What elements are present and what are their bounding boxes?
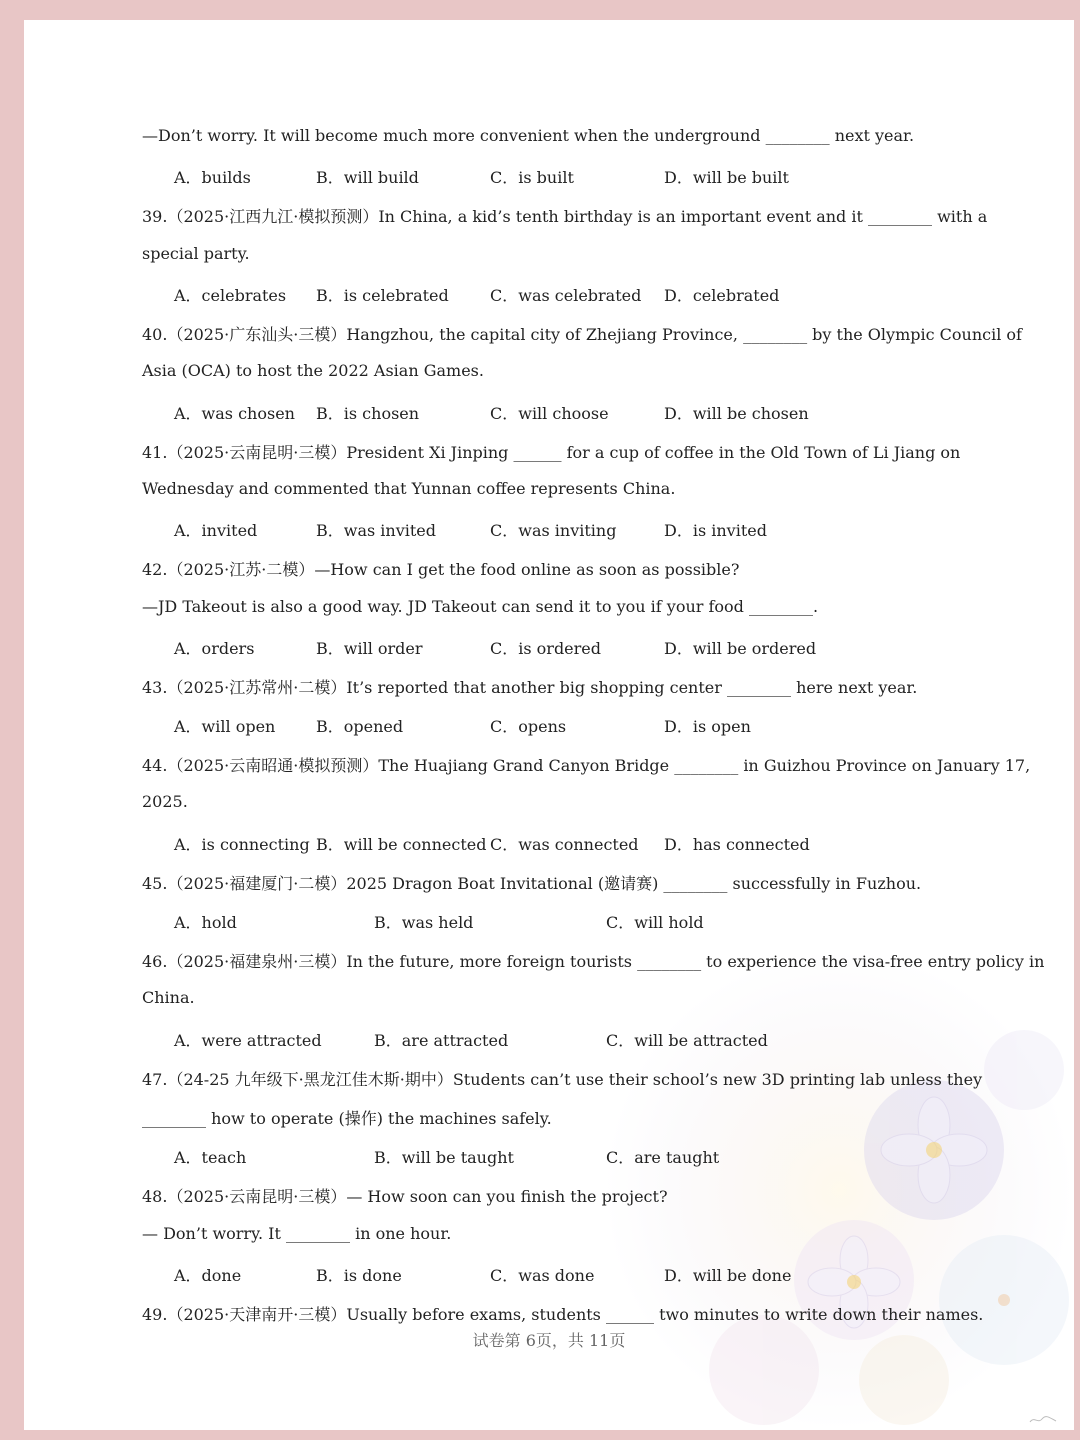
q38-option-a: A．builds bbox=[174, 168, 251, 187]
question-41-line2: Wednesday and commented that Yunnan coffee represents China. bbox=[142, 479, 676, 498]
q47-option-b: B．will be taught bbox=[374, 1148, 514, 1167]
question-42: 42.（2025·江苏·二模）—How can I get the food online as soon as possible? bbox=[142, 560, 740, 579]
q45-option-b: B．was held bbox=[374, 913, 474, 932]
q47-option-a: A．teach bbox=[174, 1148, 247, 1167]
q48-option-c: C．was done bbox=[490, 1266, 595, 1285]
q43-option-b: B．opened bbox=[316, 717, 404, 736]
question-47-line2: ________ how to operate (操作) the machines safely. bbox=[142, 1109, 552, 1128]
question-44: 44.（2025·云南昭通·模拟预测）The Huajiang Grand Canyon Bridge ________ in Guizhou Province on January 17, bbox=[142, 756, 1031, 775]
q47-option-c: C．are taught bbox=[606, 1148, 720, 1167]
q42-option-a: A．orders bbox=[174, 639, 255, 658]
question-39-line2: special party. bbox=[142, 244, 250, 263]
q41-option-c: C．was inviting bbox=[490, 521, 617, 540]
q45-option-a: A．hold bbox=[174, 913, 237, 932]
q48-option-a: A．done bbox=[174, 1266, 242, 1285]
q42-option-b: B．will order bbox=[316, 639, 423, 658]
question-40: 40.（2025·广东汕头·三模）Hangzhou, the capital city of Zhejiang Province, ________ by the Olympic Council of bbox=[142, 325, 1022, 344]
question-38-continuation: —Don’t worry. It will become much more convenient when the underground ________ next year. bbox=[142, 126, 915, 145]
signature-mark-icon bbox=[1028, 1414, 1058, 1426]
q41-option-a: A．invited bbox=[174, 521, 258, 540]
q39-option-a: A．celebrates bbox=[174, 286, 287, 305]
q44-option-b: B．will be connected bbox=[316, 835, 487, 854]
q46-option-c: C．will be attracted bbox=[606, 1031, 768, 1050]
q40-option-b: B．is chosen bbox=[316, 404, 420, 423]
q38-option-b: B．will build bbox=[316, 168, 419, 187]
q41-option-b: B．was invited bbox=[316, 521, 437, 540]
question-46: 46.（2025·福建泉州·三模）In the future, more foreign tourists ________ to experience the visa-free entry policy in bbox=[142, 952, 1045, 971]
question-47: 47.（24-25 九年级下·黑龙江佳木斯·期中）Students can’t use their school’s new 3D printing lab unless they bbox=[142, 1070, 983, 1089]
q44-option-d: D．has connected bbox=[664, 835, 810, 854]
q41-option-d: D．is invited bbox=[664, 521, 767, 540]
question-44-line2: 2025. bbox=[142, 792, 188, 811]
q40-option-a: A．was chosen bbox=[174, 404, 295, 423]
q38-option-c: C．is built bbox=[490, 168, 574, 187]
q48-option-b: B．is done bbox=[316, 1266, 402, 1285]
q44-option-a: A．is connecting bbox=[174, 835, 310, 854]
question-46-line2: China. bbox=[142, 988, 195, 1007]
q38-option-d: D．will be built bbox=[664, 168, 789, 187]
q39-option-c: C．was celebrated bbox=[490, 286, 642, 305]
q43-option-a: A．will open bbox=[174, 717, 276, 736]
q48-option-d: D．will be done bbox=[664, 1266, 792, 1285]
q40-option-d: D．will be chosen bbox=[664, 404, 809, 423]
question-48: 48.（2025·云南昆明·三模）— How soon can you finish the project? bbox=[142, 1187, 668, 1206]
q40-option-c: C．will choose bbox=[490, 404, 609, 423]
q42-option-d: D．will be ordered bbox=[664, 639, 817, 658]
q39-option-b: B．is celebrated bbox=[316, 286, 449, 305]
question-41: 41.（2025·云南昆明·三模）President Xi Jinping ______ for a cup of coffee in the Old Town of Li Jiang on bbox=[142, 443, 961, 462]
q45-option-c: C．will hold bbox=[606, 913, 704, 932]
document-page bbox=[24, 20, 1074, 1430]
q43-option-d: D．is open bbox=[664, 717, 751, 736]
q39-option-d: D．celebrated bbox=[664, 286, 780, 305]
question-40-line2: Asia (OCA) to host the 2022 Asian Games. bbox=[142, 361, 484, 380]
question-48-line2: — Don’t worry. It ________ in one hour. bbox=[142, 1224, 452, 1243]
question-49: 49.（2025·天津南开·三模）Usually before exams, students ______ two minutes to write down their names. bbox=[142, 1305, 984, 1324]
flower-watermark-icon bbox=[604, 950, 1074, 1430]
question-43: 43.（2025·江苏常州·二模）It’s reported that another big shopping center ________ here next year. bbox=[142, 678, 918, 697]
page-number-footer: 试卷第 6页，共 11页 bbox=[472, 1331, 626, 1350]
q44-option-c: C．was connected bbox=[490, 835, 639, 854]
q43-option-c: C．opens bbox=[490, 717, 567, 736]
question-39: 39.（2025·江西九江·模拟预测）In China, a kid’s tenth birthday is an important event and it ________ with a bbox=[142, 207, 988, 226]
q46-option-b: B．are attracted bbox=[374, 1031, 509, 1050]
q46-option-a: A．were attracted bbox=[174, 1031, 322, 1050]
q42-option-c: C．is ordered bbox=[490, 639, 602, 658]
question-45: 45.（2025·福建厦门·二模）2025 Dragon Boat Invitational (邀请赛) ________ successfully in Fuzhou. bbox=[142, 874, 922, 893]
question-42-line2: —JD Takeout is also a good way. JD Takeout can send it to you if your food ________. bbox=[142, 597, 819, 616]
